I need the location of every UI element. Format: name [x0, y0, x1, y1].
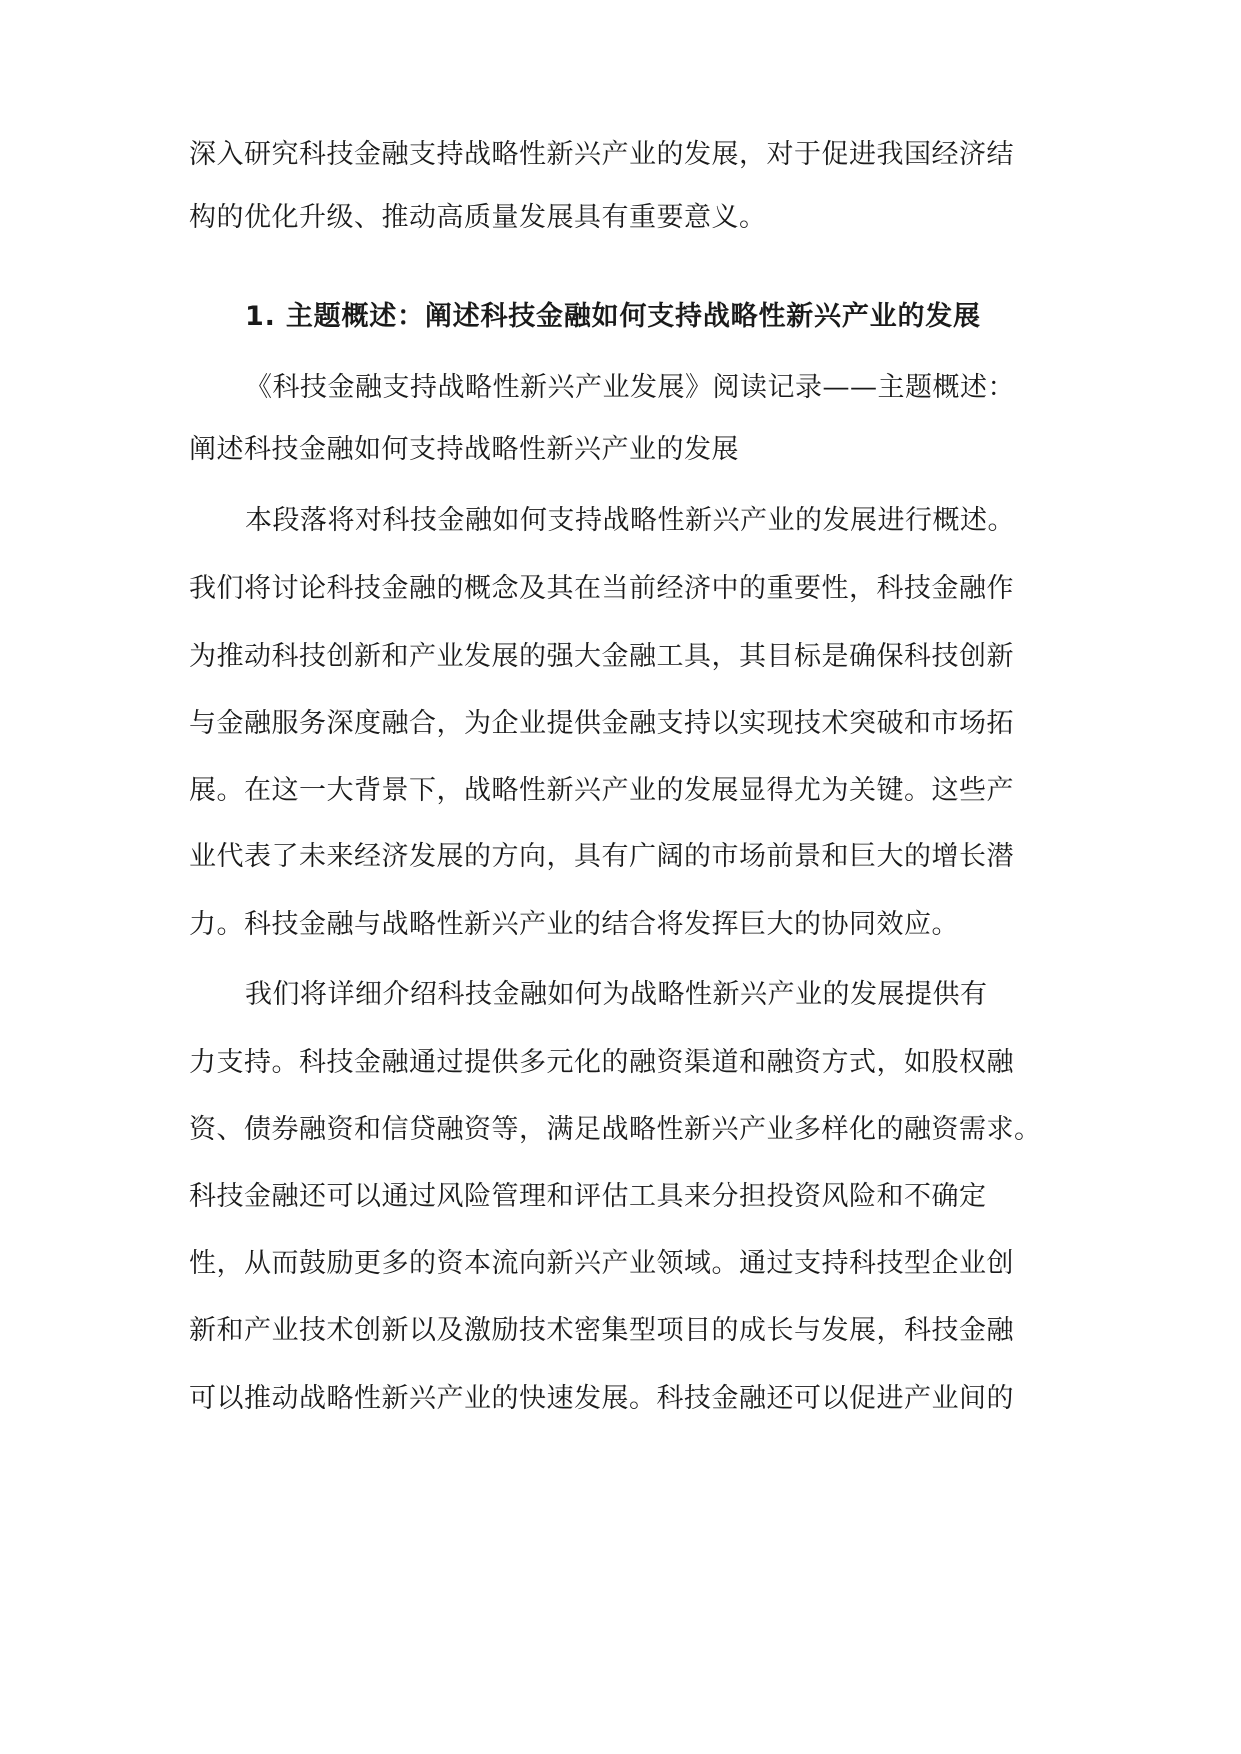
- text-line: 可以推动战略性新兴产业的快速发展。科技金融还可以促进产业间的: [189, 1383, 1014, 1414]
- text-line: 资、债券融资和信贷融资等，满足战略性新兴产业多样化的融资需求。: [189, 1114, 1042, 1145]
- text-line: 展。在这一大背景下，战略性新兴产业的发展显得尤为关键。这些产: [189, 775, 1014, 806]
- text-line: 与金融服务深度融合，为企业提供金融支持以实现技术突破和市场拓: [189, 708, 1014, 739]
- text-line: 《科技金融支持战略性新兴产业发展》阅读记录——主题概述：: [245, 372, 1015, 403]
- text-line: 深入研究科技金融支持战略性新兴产业的发展，对于促进我国经济结: [189, 139, 1014, 170]
- text-line: 我们将讨论科技金融的概念及其在当前经济中的重要性，科技金融作: [189, 573, 1014, 604]
- text-line: 为推动科技创新和产业发展的强大金融工具，其目标是确保科技创新: [189, 641, 1014, 672]
- text-line: 力。科技金融与战略性新兴产业的结合将发挥巨大的协同效应。: [189, 909, 959, 940]
- text-line: 新和产业技术创新以及激励技术密集型项目的成长与发展，科技金融: [189, 1315, 1014, 1346]
- text-line: 性，从而鼓励更多的资本流向新兴产业领域。通过支持科技型企业创: [189, 1248, 1014, 1279]
- text-line: 本段落将对科技金融如何支持战略性新兴产业的发展进行概述。: [245, 505, 1015, 536]
- text-line: 构的优化升级、推动高质量发展具有重要意义。: [189, 202, 767, 233]
- text-line: 力支持。科技金融通过提供多元化的融资渠道和融资方式，如股权融: [189, 1047, 1014, 1078]
- text-line: 科技金融还可以通过风险管理和评估工具来分担投资风险和不确定: [189, 1181, 987, 1212]
- text-line: 阐述科技金融如何支持战略性新兴产业的发展: [189, 434, 739, 465]
- text-line: 我们将详细介绍科技金融如何为战略性新兴产业的发展提供有: [245, 979, 988, 1010]
- section-heading: 1. 主题概述：阐述科技金融如何支持战略性新兴产业的发展: [245, 301, 981, 332]
- text-line: 业代表了未来经济发展的方向，具有广阔的市场前景和巨大的增长潜: [189, 841, 1014, 872]
